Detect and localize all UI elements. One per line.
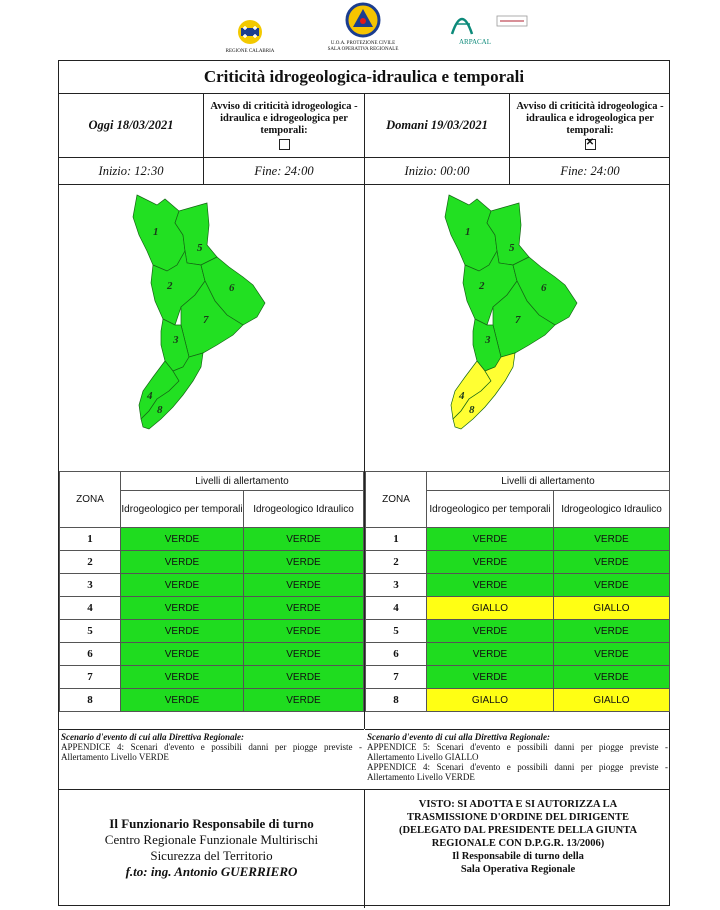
- table-row: [60, 597, 364, 620]
- level-temporali: VERDE: [121, 689, 244, 712]
- alert-rows: [366, 528, 670, 712]
- table-row: [366, 666, 670, 689]
- avviso-text: Avviso di criticità idrogeologica - idraulica e idrogeologica per temporali:: [516, 101, 664, 136]
- scenario-item: APPENDICE 4: Scenari d'evento e possibili danni per piogge previste - Allertamento Livello VERDE: [61, 742, 362, 762]
- level-temporali: VERDE: [427, 528, 554, 551]
- funzionario-signature: f.to: ing. Antonio GUERRIERO: [125, 864, 298, 879]
- scenario-block: [59, 729, 364, 793]
- level-idraulico: VERDE: [554, 551, 670, 574]
- table-row: [60, 689, 364, 712]
- visto-block: [365, 790, 671, 908]
- table-row: [366, 597, 670, 620]
- zone-5-label: 5: [197, 242, 203, 254]
- level-temporali: VERDE: [121, 551, 244, 574]
- day-column-today: [59, 93, 365, 762]
- level-idraulico: VERDE: [554, 528, 670, 551]
- zone-number: 4: [60, 597, 121, 620]
- zone-number: 2: [60, 551, 121, 574]
- protezione-civile-caption-2: SALA OPERATIVA REGIONALE: [327, 47, 399, 52]
- table-row: [366, 689, 670, 712]
- table-row: [366, 574, 670, 597]
- level-idraulico: VERDE: [244, 689, 364, 712]
- livelli-header: Livelli di allertamento: [121, 472, 364, 491]
- zone-number: 1: [60, 528, 121, 551]
- arpacal-caption: ARPACAL: [458, 38, 492, 46]
- protezione-civile-caption-1: U.O.A. PROTEZIONE CIVILE: [330, 41, 396, 46]
- zone-2-label: 2: [167, 280, 173, 292]
- page-title: Criticità idrogeologica-idraulica e temporali: [59, 61, 669, 94]
- table-row: [366, 528, 670, 551]
- zone-number: 6: [60, 643, 121, 666]
- zone-number: 5: [60, 620, 121, 643]
- responsabile-text: Il Responsabile di turno della: [452, 851, 584, 862]
- zone-1-label: 1: [153, 226, 159, 238]
- scenario-item: APPENDICE 4: Scenari d'evento e possibili danni per piogge previste - Allertamento Livello VERDE: [367, 762, 668, 782]
- funzionario-sicurezza: Sicurezza del Territorio: [150, 848, 273, 863]
- level-temporali: VERDE: [121, 597, 244, 620]
- regione-calabria-caption: REGIONE CALABRIA: [225, 49, 275, 54]
- end-time: Fine: 24:00: [254, 164, 314, 178]
- scenario-item: APPENDICE 5: Scenari d'evento e possibili danni per piogge previste - Allertamento Livello GIALLO: [367, 742, 668, 762]
- zone-4-label: 4: [459, 390, 465, 402]
- zona-header: ZONA: [366, 472, 427, 528]
- scenario-header: Scenario d'evento di cui alla Direttiva Regionale:: [61, 732, 244, 742]
- avviso-block: [204, 101, 364, 154]
- avviso-checkbox: [279, 139, 290, 150]
- level-idraulico: VERDE: [554, 666, 670, 689]
- avviso-block: [510, 101, 670, 154]
- level-temporali: VERDE: [427, 620, 554, 643]
- avviso-text: Avviso di criticità idrogeologica - idraulica e idrogeologica per temporali:: [210, 101, 358, 136]
- bulletin-document: [58, 60, 670, 906]
- level-idraulico: VERDE: [244, 643, 364, 666]
- start-time: Inizio: 12:30: [59, 158, 204, 184]
- signature-section: [59, 789, 669, 908]
- avviso-checkbox: [585, 139, 596, 150]
- zone-8-label: 8: [157, 404, 163, 416]
- level-idraulico: VERDE: [244, 620, 364, 643]
- regione-calabria-emblem-icon: [236, 18, 264, 46]
- col-temporali-header: Idrogeologico per temporali: [121, 491, 244, 528]
- alert-rows: [60, 528, 364, 712]
- avviso-check-mark: ✕: [585, 137, 595, 148]
- zone-1-area: [133, 195, 185, 271]
- funzionario-title: Il Funzionario Responsabile di turno: [109, 816, 314, 831]
- level-temporali: VERDE: [427, 574, 554, 597]
- level-idraulico: VERDE: [554, 643, 670, 666]
- start-time: Inizio: 00:00: [365, 158, 510, 184]
- level-idraulico: VERDE: [244, 574, 364, 597]
- zone-number: 8: [60, 689, 121, 712]
- level-temporali: VERDE: [427, 643, 554, 666]
- zone-number: 2: [366, 551, 427, 574]
- scenario-block: [365, 729, 670, 793]
- zone-8-label: 8: [469, 404, 475, 416]
- protezione-civile-emblem-icon: [345, 2, 381, 38]
- zona-header: ZONA: [60, 472, 121, 528]
- funzionario-block: [59, 790, 365, 908]
- zone-number: 4: [366, 597, 427, 620]
- zone-number: 5: [366, 620, 427, 643]
- end-time: Fine: 24:00: [560, 164, 620, 178]
- level-temporali: VERDE: [121, 620, 244, 643]
- zone-1-area: [445, 195, 497, 271]
- calabria-map-svg: [59, 185, 364, 471]
- date-row: [365, 93, 670, 158]
- alert-table: [59, 471, 364, 712]
- col-temporali-header: Idrogeologico per temporali: [427, 491, 554, 528]
- alert-table: [365, 471, 670, 712]
- table-row: [366, 551, 670, 574]
- zone-1-label: 1: [465, 226, 471, 238]
- zone-2-label: 2: [479, 280, 485, 292]
- date-row: [59, 93, 364, 158]
- zone-7-label: 7: [515, 314, 521, 326]
- zone-number: 6: [366, 643, 427, 666]
- level-temporali: GIALLO: [427, 597, 554, 620]
- regione-calabria-logo: [225, 18, 275, 55]
- arpacal-logo: [440, 2, 540, 45]
- level-idraulico: VERDE: [554, 620, 670, 643]
- col-idraulico-header: Idrogeologico Idraulico: [554, 491, 670, 528]
- level-idraulico: VERDE: [244, 551, 364, 574]
- zone-5-label: 5: [509, 242, 515, 254]
- level-idraulico: GIALLO: [554, 597, 670, 620]
- time-row: [59, 158, 364, 185]
- table-row: [60, 528, 364, 551]
- header-logos: [0, 0, 720, 60]
- col-idraulico-header: Idrogeologico Idraulico: [244, 491, 364, 528]
- calabria-zone-map: [59, 185, 364, 472]
- zone-7-label: 7: [203, 314, 209, 326]
- protezione-civile-logo: [318, 2, 408, 53]
- level-temporali: GIALLO: [427, 689, 554, 712]
- level-temporali: VERDE: [121, 574, 244, 597]
- level-idraulico: VERDE: [244, 666, 364, 689]
- table-row: [60, 666, 364, 689]
- calabria-zone-map: [365, 185, 670, 472]
- level-idraulico: GIALLO: [554, 689, 670, 712]
- calabria-map-svg: [365, 185, 670, 471]
- zone-6-label: 6: [541, 282, 547, 294]
- zone-number: 3: [60, 574, 121, 597]
- zone-3-label: 3: [485, 334, 491, 346]
- table-row: [60, 643, 364, 666]
- zone-number: 8: [366, 689, 427, 712]
- level-temporali: VERDE: [121, 528, 244, 551]
- arpacal-emblem-icon: [442, 2, 538, 36]
- zone-number: 1: [366, 528, 427, 551]
- level-temporali: VERDE: [121, 666, 244, 689]
- day-column-tomorrow: [365, 93, 670, 782]
- table-row: [366, 643, 670, 666]
- level-temporali: VERDE: [427, 666, 554, 689]
- level-idraulico: VERDE: [244, 597, 364, 620]
- level-temporali: VERDE: [121, 643, 244, 666]
- zone-number: 3: [366, 574, 427, 597]
- visto-text: VISTO: SI ADOTTA E SI AUTORIZZA LA TRASMISSIONE D'ORDINE DEL DIRIGENTE: [406, 799, 629, 823]
- zone-6-label: 6: [229, 282, 235, 294]
- delegato-text: (DELEGATO DAL PRESIDENTE DELLA GIUNTA REGIONALE CON D.P.G.R. 13/2006): [398, 825, 638, 849]
- table-row: [366, 620, 670, 643]
- scenario-header: Scenario d'evento di cui alla Direttiva Regionale:: [367, 732, 550, 742]
- zone-number: 7: [60, 666, 121, 689]
- level-idraulico: VERDE: [554, 574, 670, 597]
- date-label: Oggi 18/03/2021: [59, 93, 204, 157]
- zone-3-label: 3: [173, 334, 179, 346]
- level-temporali: VERDE: [427, 551, 554, 574]
- livelli-header: Livelli di allertamento: [427, 472, 670, 491]
- table-row: [60, 551, 364, 574]
- table-row: [60, 620, 364, 643]
- date-label: Domani 19/03/2021: [365, 93, 510, 157]
- time-row: [365, 158, 670, 185]
- funzionario-centro: Centro Regionale Funzionale Multirischi: [104, 832, 319, 847]
- table-row: [60, 574, 364, 597]
- zone-4-label: 4: [147, 390, 153, 402]
- zone-number: 7: [366, 666, 427, 689]
- sala-operativa-text: Sala Operativa Regionale: [460, 864, 576, 875]
- level-idraulico: VERDE: [244, 528, 364, 551]
